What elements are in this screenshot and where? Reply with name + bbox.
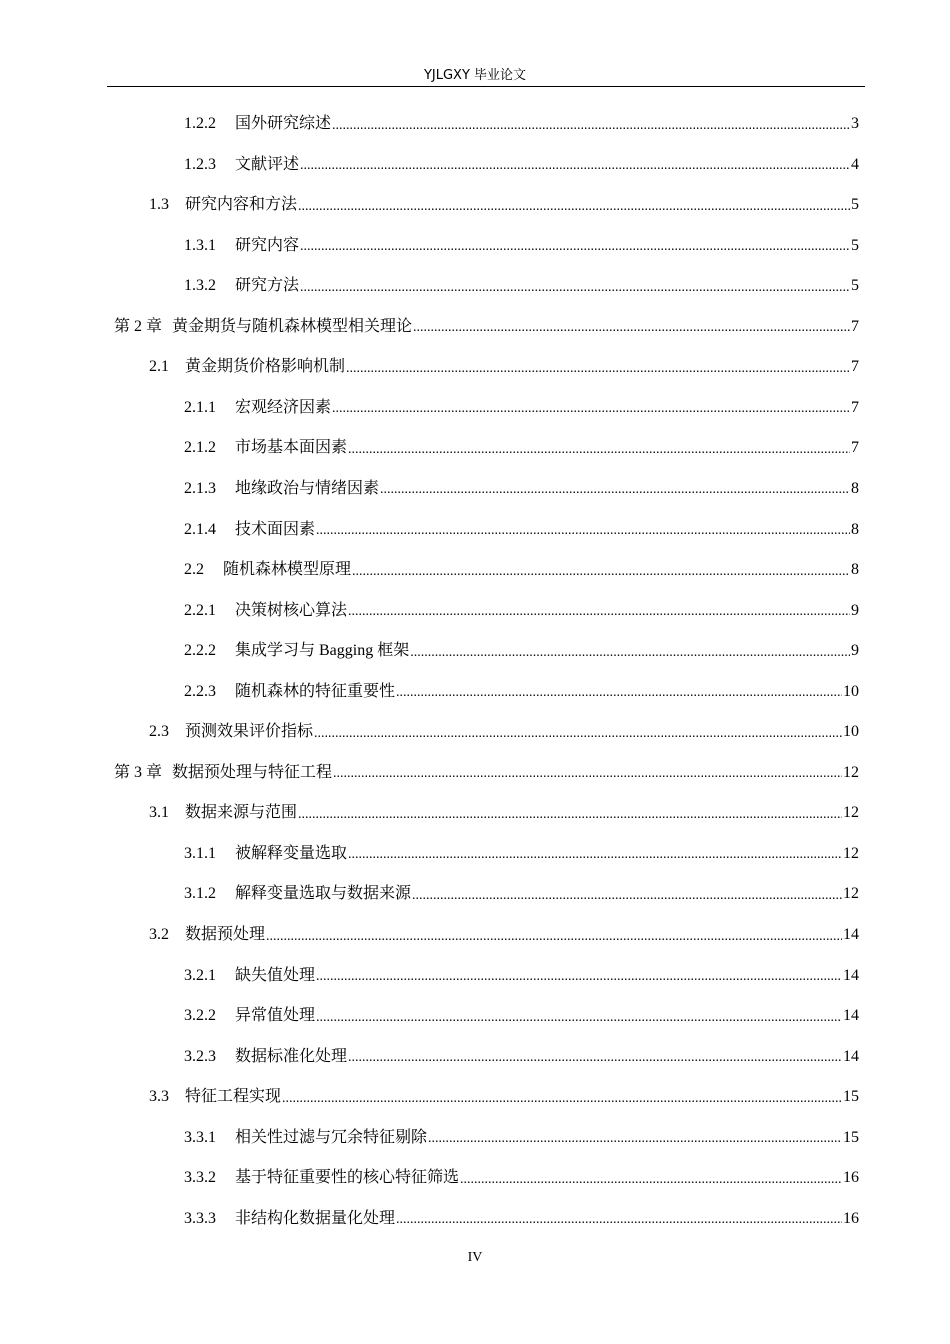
toc-entry-title: 决策树核心算法 (235, 601, 348, 619)
toc-dot-leader (428, 1128, 842, 1149)
toc-dot-leader (316, 1007, 842, 1028)
toc-entry[interactable] (184, 672, 859, 712)
toc-entry-title: 国外研究综述 (235, 115, 332, 132)
toc-entry-number: 2.1.3 (184, 479, 216, 497)
toc-entry-number: 第 2 章 (114, 317, 163, 335)
toc-dot-leader (316, 520, 850, 541)
toc-entry-page: 14 (843, 966, 859, 984)
toc-entry[interactable] (184, 996, 859, 1036)
toc-entry-number: 3.1 (149, 804, 169, 822)
toc-dot-leader (333, 763, 842, 784)
toc-entry-title: 异常值处理 (235, 1007, 316, 1025)
toc-entry[interactable] (114, 307, 859, 347)
toc-entry-page: 12 (843, 763, 859, 781)
toc-entry-title: 数据标准化处理 (235, 1047, 348, 1065)
toc-dot-leader (300, 155, 850, 176)
toc-entry-page: 15 (843, 1088, 859, 1106)
toc-entry-title: 数据预处理与特征工程 (172, 763, 333, 781)
toc-entry-page: 12 (843, 844, 859, 862)
toc-entry-page: 14 (843, 1047, 859, 1065)
toc-dot-leader (348, 601, 850, 622)
toc-entry[interactable] (114, 753, 859, 793)
toc-dot-leader (332, 398, 850, 419)
toc-entry-page: 5 (851, 277, 859, 295)
toc-entry-page: 7 (851, 398, 859, 416)
toc-entry-number: 2.1.1 (184, 398, 216, 416)
toc-entry-title: 数据预处理 (185, 926, 266, 943)
toc-entry[interactable] (184, 388, 859, 428)
page-number: IV (467, 1250, 483, 1265)
page-header: YJLGXY 毕业论文 (423, 68, 527, 83)
toc-entry-number: 2.2.2 (184, 642, 216, 660)
toc-entry-title: 随机森林模型原理 (223, 561, 352, 579)
toc-entry-number: 3.2.1 (184, 966, 216, 984)
toc-entry-number: 1.3 (149, 196, 169, 214)
toc-dot-leader (396, 682, 842, 703)
toc-entry-title: 数据来源与范围 (185, 804, 298, 822)
toc-entry[interactable] (184, 1118, 859, 1158)
toc-entry-number: 2.2.3 (184, 682, 216, 700)
toc-entry-page: 12 (843, 885, 859, 903)
toc-entry-title: 特征工程实现 (185, 1088, 282, 1106)
toc-entry[interactable] (149, 185, 859, 225)
toc-entry[interactable] (184, 428, 859, 468)
toc-dot-leader (348, 439, 850, 460)
toc-entry-number: 3.1.2 (184, 885, 216, 903)
toc-entry-number: 1.3.2 (184, 277, 216, 295)
toc-entry-title: 地缘政治与情绪因素 (235, 479, 380, 497)
toc-entry[interactable] (184, 226, 859, 266)
toc-entry-number: 2.1 (149, 358, 169, 376)
toc-entry-title: 文献评述 (235, 155, 300, 173)
toc-entry-title: 解释变量选取与数据来源 (235, 885, 412, 903)
toc-dot-leader (298, 804, 842, 825)
toc-entry-title: 集成学习与 Bagging 框架 (235, 642, 410, 660)
toc-entry-title: 随机森林的特征重要性 (235, 682, 396, 700)
toc-entry-page: 8 (851, 520, 859, 538)
toc-entry-page: 9 (851, 601, 859, 619)
toc-dot-leader (348, 1047, 842, 1068)
toc-entry-page: 14 (843, 926, 859, 943)
header-divider (107, 86, 865, 87)
toc-dot-leader (300, 236, 850, 257)
toc-dot-leader (300, 277, 850, 298)
toc-entry-page: 12 (843, 804, 859, 822)
toc-dot-leader (314, 723, 842, 744)
toc-entry[interactable] (184, 145, 859, 185)
toc-entry[interactable] (184, 631, 859, 671)
toc-dot-leader (266, 926, 842, 947)
toc-entry[interactable] (184, 550, 859, 590)
toc-entry-page: 5 (851, 196, 859, 214)
toc-entry-page: 3 (851, 115, 859, 132)
toc-entry-number: 1.3.1 (184, 236, 216, 254)
toc-dot-leader (460, 1169, 842, 1190)
toc-entry-number: 第 3 章 (114, 763, 163, 781)
toc-entry[interactable] (184, 104, 859, 144)
toc-entry-number: 3.3 (149, 1088, 169, 1106)
toc-entry-title: 相关性过滤与冗余特征剔除 (235, 1128, 428, 1146)
toc-entry-number: 2.3 (149, 723, 169, 741)
toc-entry[interactable] (149, 915, 859, 955)
toc-entry-number: 3.2.2 (184, 1007, 216, 1025)
toc-entry-title: 研究内容 (235, 236, 300, 254)
toc-dot-leader (413, 317, 850, 338)
toc-dot-leader (380, 479, 850, 500)
toc-entry-page: 7 (851, 358, 859, 376)
toc-entry-number: 3.2.3 (184, 1047, 216, 1065)
toc-entry-number: 2.1.4 (184, 520, 216, 538)
toc-entry-title: 基于特征重要性的核心特征筛选 (235, 1169, 460, 1187)
toc-dot-leader (298, 196, 850, 217)
toc-entry[interactable] (149, 1077, 859, 1117)
toc-entry-title: 宏观经济因素 (235, 398, 332, 416)
toc-dot-leader (346, 358, 850, 379)
toc-entry-title: 非结构化数据量化处理 (235, 1209, 396, 1227)
toc-entry-number: 2.2 (184, 561, 204, 579)
toc-dot-leader (316, 966, 842, 987)
toc-entry[interactable] (184, 956, 859, 996)
toc-entry[interactable] (184, 469, 859, 509)
toc-entry-page: 14 (843, 1007, 859, 1025)
toc-entry-number: 2.1.2 (184, 439, 216, 457)
toc-entry-number: 3.3.1 (184, 1128, 216, 1146)
toc-entry-page: 16 (843, 1209, 859, 1227)
toc-entry-title: 市场基本面因素 (235, 439, 348, 457)
toc-dot-leader (396, 1209, 842, 1230)
toc-entry-page: 9 (851, 642, 859, 660)
toc-entry[interactable] (149, 712, 859, 752)
toc-dot-leader (352, 561, 850, 582)
toc-entry-number: 1.2.2 (184, 115, 216, 132)
toc-entry[interactable] (184, 834, 859, 874)
toc-dot-leader (282, 1088, 842, 1109)
toc-entry[interactable] (184, 1037, 859, 1077)
toc-entry-title: 研究内容和方法 (185, 196, 298, 214)
toc-entry-page: 10 (843, 723, 859, 741)
toc-entry[interactable] (149, 793, 859, 833)
toc-entry[interactable] (184, 591, 859, 631)
toc-entry-page: 16 (843, 1169, 859, 1187)
toc-dot-leader (348, 844, 842, 865)
toc-entry-title: 缺失值处理 (235, 966, 316, 984)
toc-entry-page: 5 (851, 236, 859, 254)
toc-entry-number: 3.2 (149, 926, 169, 943)
toc-entry[interactable] (184, 874, 859, 914)
toc-entry[interactable] (184, 266, 859, 306)
toc-entry-title: 黄金期货与随机森林模型相关理论 (172, 317, 413, 335)
toc-entry-number: 3.1.1 (184, 844, 216, 862)
toc-entry-title: 技术面因素 (235, 520, 316, 538)
toc-entry-title: 研究方法 (235, 277, 300, 295)
toc-entry-page: 10 (843, 682, 859, 700)
toc-entry[interactable] (184, 1199, 859, 1239)
toc-entry[interactable] (184, 1158, 859, 1198)
toc-dot-leader (412, 885, 842, 906)
toc-entry-number: 1.2.3 (184, 155, 216, 173)
toc-dot-leader (332, 115, 850, 136)
toc-entry[interactable] (184, 510, 859, 550)
toc-entry-title: 预测效果评价指标 (185, 723, 314, 741)
toc-dot-leader (410, 642, 850, 663)
toc-entry-page: 8 (851, 479, 859, 497)
toc-entry[interactable] (149, 347, 859, 387)
toc-entry-number: 3.3.2 (184, 1169, 216, 1187)
toc-entry-number: 3.3.3 (184, 1209, 216, 1227)
toc-entry-page: 7 (851, 317, 859, 335)
toc-entry-page: 15 (843, 1128, 859, 1146)
toc-entry-page: 7 (851, 439, 859, 457)
toc-entry-title: 被解释变量选取 (235, 844, 348, 862)
toc-entry-page: 4 (851, 155, 859, 173)
toc-entry-page: 8 (851, 561, 859, 579)
toc-entry-number: 2.2.1 (184, 601, 216, 619)
toc-entry-title: 黄金期货价格影响机制 (185, 358, 346, 376)
